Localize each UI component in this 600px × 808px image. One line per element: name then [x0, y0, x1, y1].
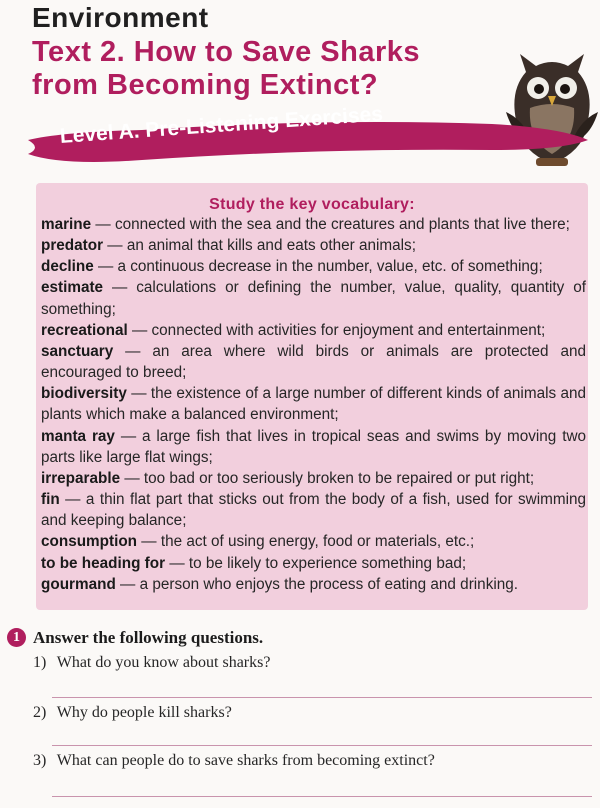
- vocab-entry-estimate: [41, 277, 586, 319]
- question-number: 2): [33, 704, 47, 721]
- vocab-term: biodiversity: [41, 385, 127, 403]
- question-1: [33, 654, 270, 672]
- vocab-definition: — the act of using energy, food or materials, etc.;: [137, 533, 475, 551]
- vocab-term: decline: [41, 258, 94, 276]
- vocab-term: recreational: [41, 321, 128, 339]
- page-title: [32, 36, 552, 102]
- title-line-1: Text 2. How to Save Sharks: [32, 36, 420, 68]
- vocab-definition: — a continuous decrease in the number, value, etc. of something;: [93, 258, 543, 276]
- question-number: 1): [33, 654, 47, 671]
- vocab-definition: — connected with activities for enjoyment and entertainment;: [127, 321, 546, 339]
- vocab-entry-sanctuary: [41, 341, 586, 383]
- vocab-entry-predator: [41, 235, 586, 256]
- vocab-definition: — connected with the sea and the creatures and plants that live there;: [91, 216, 570, 233]
- vocab-definition: — a large fish that lives in tropical seas and swims by moving two parts like large flat wings;: [41, 427, 586, 466]
- vocab-entry-gourmand: [41, 574, 586, 595]
- vocab-entry-fin: [41, 489, 586, 531]
- exercise-title: Answer the following questions.: [33, 628, 264, 647]
- vocab-entry-marine: [41, 214, 586, 235]
- vocab-definition: — calculations or defining the number, value, quality, quantity of something;: [41, 279, 586, 318]
- vocab-definition: — an animal that kills and eats other animals;: [103, 237, 416, 255]
- vocab-definition: — an area where wild birds or animals are protected and encouraged to breed;: [41, 342, 586, 382]
- vocab-term: gourmand: [41, 575, 116, 593]
- vocab-term: to be heading for: [41, 554, 166, 572]
- vocab-definition: — a thin flat part that sticks out from the body of a fish, used for swimming and keeping balance;: [41, 491, 586, 530]
- vocab-entry-heading-for: [41, 553, 586, 574]
- question-number: 3): [33, 752, 47, 769]
- answer-line-3[interactable]: [52, 796, 592, 797]
- vocab-term: estimate: [41, 279, 104, 297]
- vocab-term: manta ray: [41, 427, 115, 445]
- title-line-2: from Becoming Extinct?: [32, 69, 379, 101]
- vocab-definition: — the existence of a large number of different kinds of animals and plants which make a balanced environment;: [41, 385, 586, 424]
- vocab-entry-consumption: [41, 531, 586, 552]
- exercise-number-badge: 1: [7, 628, 26, 647]
- vocab-term: marine: [41, 216, 92, 233]
- vocab-entry-recreational: [41, 320, 586, 341]
- question-text: Why do people kill sharks?: [56, 704, 232, 721]
- vocab-term: fin: [41, 491, 60, 509]
- vocab-definition: — to be likely to experience something bad;: [165, 554, 467, 572]
- vocab-entry-decline: [41, 256, 586, 277]
- question-3: [33, 752, 435, 770]
- vocab-term: consumption: [41, 533, 138, 551]
- question-text: What can people do to save sharks from becoming extinct?: [56, 752, 435, 769]
- vocab-definition: — a person who enjoys the process of eating and drinking.: [115, 575, 519, 593]
- vocab-definition: — too bad or too seriously broken to be repaired or put right;: [120, 469, 535, 487]
- vocab-term: irreparable: [41, 469, 121, 487]
- vocab-term: sanctuary: [41, 342, 114, 360]
- vocab-entry-manta-ray: [41, 426, 586, 468]
- vocabulary-heading: Study the key vocabulary:: [209, 196, 415, 213]
- vocab-term: predator: [41, 237, 104, 255]
- question-2: [33, 704, 232, 722]
- question-text: What do you know about sharks?: [56, 654, 271, 671]
- section-label: Environment: [32, 2, 209, 33]
- answer-line-1[interactable]: [52, 697, 592, 698]
- banner-title: Level A. Pre-Listening Exercises: [59, 102, 384, 148]
- answer-line-2[interactable]: [52, 745, 592, 746]
- vocabulary-list: [41, 214, 586, 595]
- vocab-entry-irreparable: [41, 468, 586, 489]
- vocab-entry-biodiversity: [41, 383, 586, 425]
